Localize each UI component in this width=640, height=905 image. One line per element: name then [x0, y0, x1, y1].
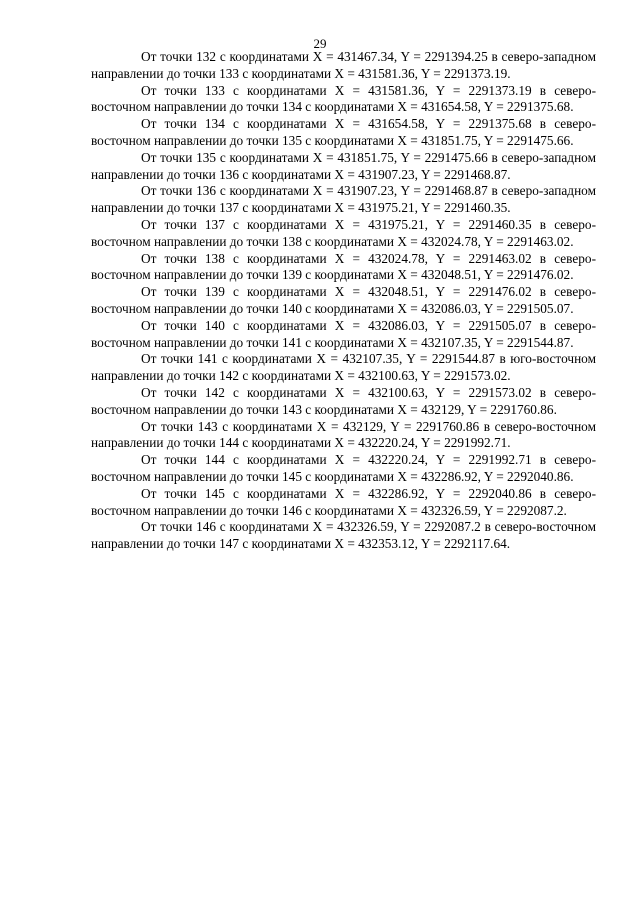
coordinate-paragraph: От точки 145 с координатами X = 432286.92, Y = 2292040.86 в северо-восточном направлении до точки 146 с координатами X = 432326.59, Y = 2292087.2. [91, 485, 596, 518]
coordinate-paragraph: От точки 146 с координатами X = 432326.59, Y = 2292087.2 в северо-восточном направлении до точки 147 с координатами X = 432353.12, Y = 2292117.64. [91, 519, 596, 552]
coordinate-paragraph: От точки 138 с координатами X = 432024.78, Y = 2291463.02 в северо-восточном направлении до точки 139 с координатами X = 432048.51, Y = 2291476.02. [91, 250, 596, 283]
coordinate-paragraph: От точки 142 с координатами X = 432100.63, Y = 2291573.02 в северо-восточном направлении до точки 143 с координатами X = 432129, Y = 2291760.86. [91, 384, 596, 417]
coordinate-paragraph: От точки 134 с координатами X = 431654.58, Y = 2291375.68 в северо-восточном направлении до точки 135 с координатами X = 431851.75, Y = 2291475.66. [91, 116, 596, 148]
coordinate-paragraph: От точки 136 с координатами X = 431907.23, Y = 2291468.87 в северо-западном направлении до точки 137 с координатами X = 431975.21, Y = 2291460.35. [91, 183, 596, 216]
coordinate-paragraph: От точки 132 с координатами X = 431467.34, Y = 2291394.25 в северо-западном направлении до точки 133 с координатами X = 431581.36, Y = 2291373.19. [91, 49, 596, 81]
coordinate-paragraph: От точки 135 с координатами X = 431851.75, Y = 2291475.66 в северо-западном направлении до точки 136 с координатами X = 431907.23, Y = 2291468.87. [91, 149, 596, 182]
coordinate-paragraph: От точки 144 с координатами X = 432220.24, Y = 2291992.71 в северо-восточном направлении до точки 145 с координатами X = 432286.92, Y = 2292040.86. [91, 452, 596, 484]
document-body [91, 49, 596, 553]
coordinate-paragraph: От точки 140 с координатами X = 432086.03, Y = 2291505.07 в северо-восточном направлении до точки 141 с координатами X = 432107.35, Y = 2291544.87. [91, 317, 596, 350]
page-number: 29 [313, 36, 327, 51]
coordinate-paragraph: От точки 139 с координатами X = 432048.51, Y = 2291476.02 в северо-восточном направлении до точки 140 с координатами X = 432086.03, Y = 2291505.07. [91, 284, 596, 316]
coordinate-paragraph: От точки 137 с координатами X = 431975.21, Y = 2291460.35 в северо-восточном направлении до точки 138 с координатами X = 432024.78, Y = 2291463.02. [91, 216, 596, 249]
coordinate-paragraph: От точки 141 с координатами X = 432107.35, Y = 2291544.87 в юго-восточном направлении до точки 142 с координатами X = 432100.63, Y = 2291573.02. [91, 351, 596, 384]
coordinate-paragraph: От точки 133 с координатами X = 431581.36, Y = 2291373.19 в северо-восточном направлении до точки 134 с координатами X = 431654.58, Y = 2291375.68. [91, 82, 596, 115]
coordinate-paragraph: От точки 143 с координатами X = 432129, Y = 2291760.86 в северо-восточном направлении до точки 144 с координатами X = 432220.24, Y = 2291992.71. [91, 418, 596, 451]
